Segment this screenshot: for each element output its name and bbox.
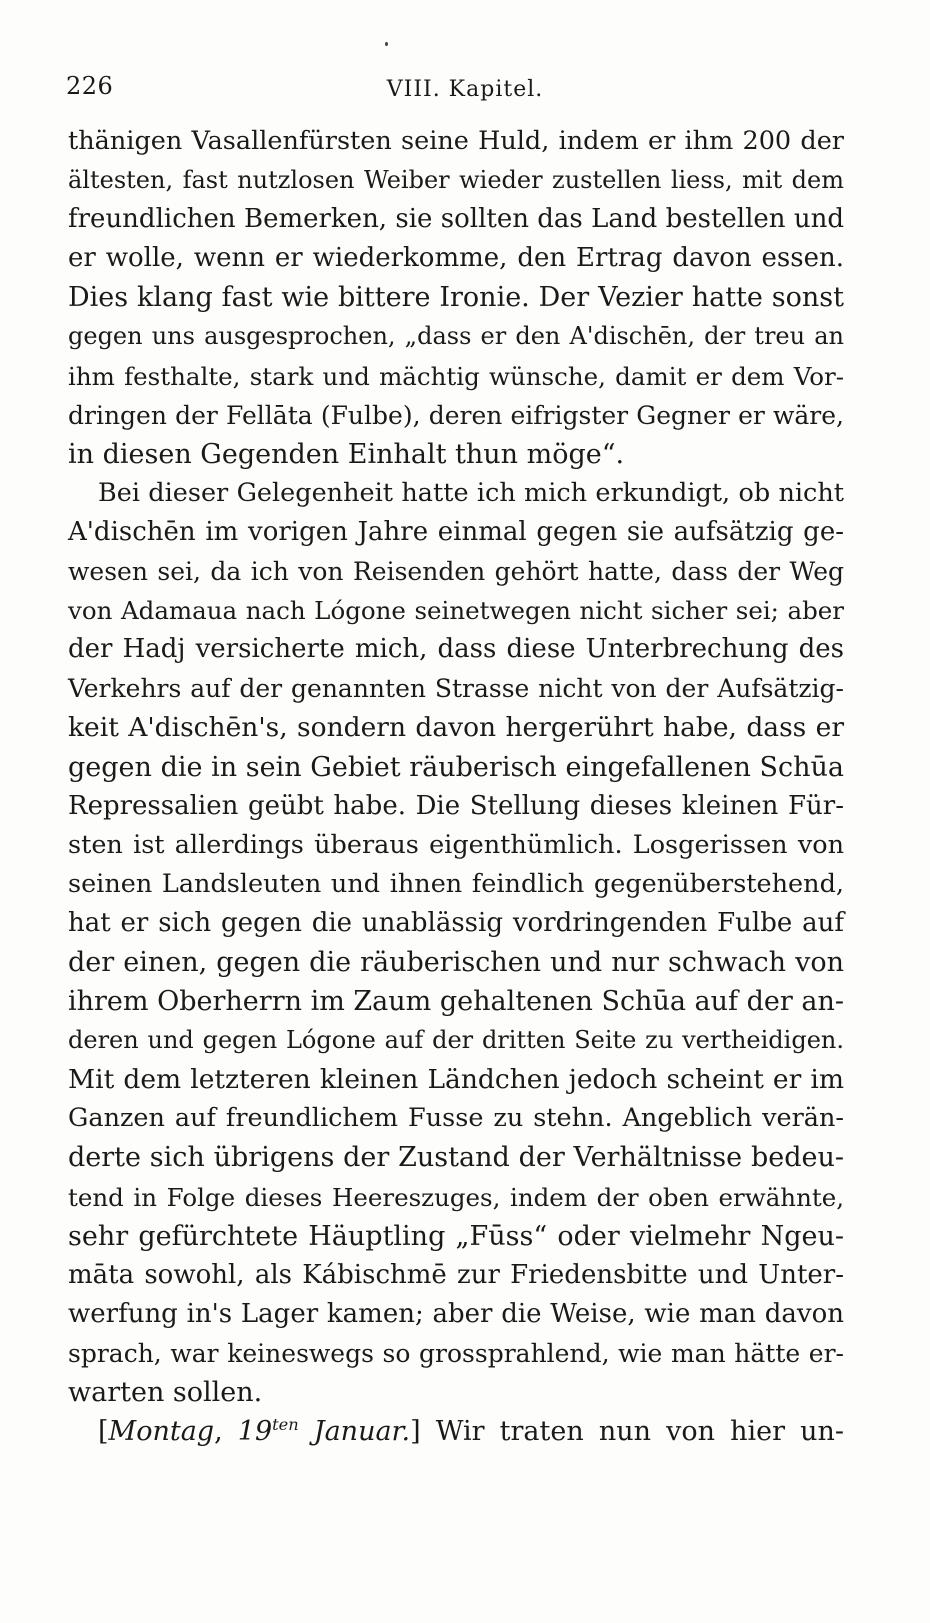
text-line: A'dischēn im vorigen Jahre einmal gegen sie aufsätzig ge- bbox=[68, 516, 844, 547]
text-line: freundlichen Bemerken, sie sollten das Land bestellen und bbox=[68, 204, 844, 235]
body-text bbox=[68, 122, 844, 1451]
text-line: Ganzen auf freundlichem Fusse zu stehn. Angeblich verän- bbox=[68, 1103, 844, 1134]
text-line: Mit dem letzteren kleinen Ländchen jedoch scheint er im bbox=[68, 1064, 844, 1096]
text-line: Dies klang fast wie bittere Ironie. Der Vezier hatte sonst bbox=[68, 282, 844, 314]
text-line: māta sowohl, als Kábischmē zur Friedensbitte und Unter- bbox=[68, 1259, 844, 1290]
close-bracket: ] bbox=[410, 1416, 421, 1448]
text-line: thänigen Vasallenfürsten seine Huld, indem er ihm 200 der bbox=[68, 126, 844, 156]
text-line: er wolle, wenn er wiederkomme, den Ertrag davon essen. bbox=[68, 243, 844, 274]
text-line: der Hadj versicherte mich, dass diese Unterbrechung des bbox=[68, 634, 844, 665]
date-comma: , bbox=[214, 1416, 223, 1448]
page-header bbox=[66, 72, 864, 106]
text-line: wesen sei, da ich von Reisenden gehört hatte, dass der Weg bbox=[68, 557, 844, 587]
text-line: keit A'dischēn's, sondern davon hergerührt habe, dass er bbox=[68, 712, 844, 744]
text-line: Bei dieser Gelegenheit hatte ich mich erkundigt, ob nicht bbox=[98, 477, 844, 508]
text-line: von Adamaua nach Lógone seinetwegen nicht sicher sei; aber bbox=[68, 596, 844, 626]
text-line: tend in Folge dieses Heereszuges, indem der oben erwähnte, bbox=[68, 1182, 844, 1212]
text-line: sprach, war keineswegs so grossprahlend, wie man hätte er- bbox=[68, 1338, 844, 1368]
text-line: derte sich übrigens der Zustand der Verhältnisse bedeu- bbox=[68, 1142, 844, 1174]
text-line: hat er sich gegen die unablässig vordringenden Fulbe auf bbox=[68, 907, 844, 938]
text-line: gegen uns ausgesprochen, „dass er den A'dischēn, der treu an bbox=[68, 322, 844, 351]
text-line: ihm festhalte, stark und mächtig wünsche, damit er dem Vor- bbox=[68, 361, 844, 391]
date-line bbox=[68, 1412, 844, 1451]
weekday: Montag bbox=[108, 1416, 215, 1448]
date-suffix: ten bbox=[272, 1415, 299, 1435]
text-line: ältesten, fast nutzlosen Weiber wieder zustellen liess, mit dem bbox=[68, 166, 844, 195]
text-line: warten sollen. bbox=[68, 1377, 263, 1408]
text-line: sten ist allerdings überaus eigenthümlich. Losgerissen von bbox=[68, 829, 844, 860]
text-line: der einen, gegen die räuberischen und nur schwach von bbox=[68, 946, 844, 978]
text-line: Verkehrs auf der genannten Strasse nicht von der Aufsätzig- bbox=[68, 674, 844, 704]
text-line: in diesen Gegenden Einhalt thun möge“. bbox=[68, 438, 625, 470]
text-line: dringen der Fellāta (Fulbe), deren eifrigster Gegner er wäre, bbox=[68, 400, 844, 430]
date-line-text: Wir traten nun von hier un- bbox=[435, 1416, 844, 1448]
open-bracket: [ bbox=[98, 1416, 109, 1448]
text-line: seinen Landsleuten und ihnen feindlich gegenüberstehend, bbox=[68, 868, 844, 899]
text-line: Repressalien geübt habe. Die Stellung dieses kleinen Für- bbox=[68, 790, 844, 821]
print-speck bbox=[385, 42, 388, 46]
page-number: 226 bbox=[66, 72, 114, 100]
date-number: 19 bbox=[237, 1416, 273, 1448]
month: Januar. bbox=[313, 1416, 411, 1448]
text-line: werfung in's Lager kamen; aber die Weise, wie man davon bbox=[68, 1298, 844, 1329]
text-line: sehr gefürchtete Häuptling „Fūss“ oder vielmehr Ngeu- bbox=[68, 1220, 844, 1252]
text-line: deren und gegen Lógone auf der dritten Seite zu vertheidigen. bbox=[68, 1026, 844, 1055]
text-line: gegen die in sein Gebiet räuberisch eingefallenen Schūa bbox=[68, 751, 844, 783]
running-head: VIII. Kapitel. bbox=[386, 76, 544, 102]
text-line: ihrem Oberherrn im Zaum gehaltenen Schūa auf der an- bbox=[68, 986, 844, 1018]
